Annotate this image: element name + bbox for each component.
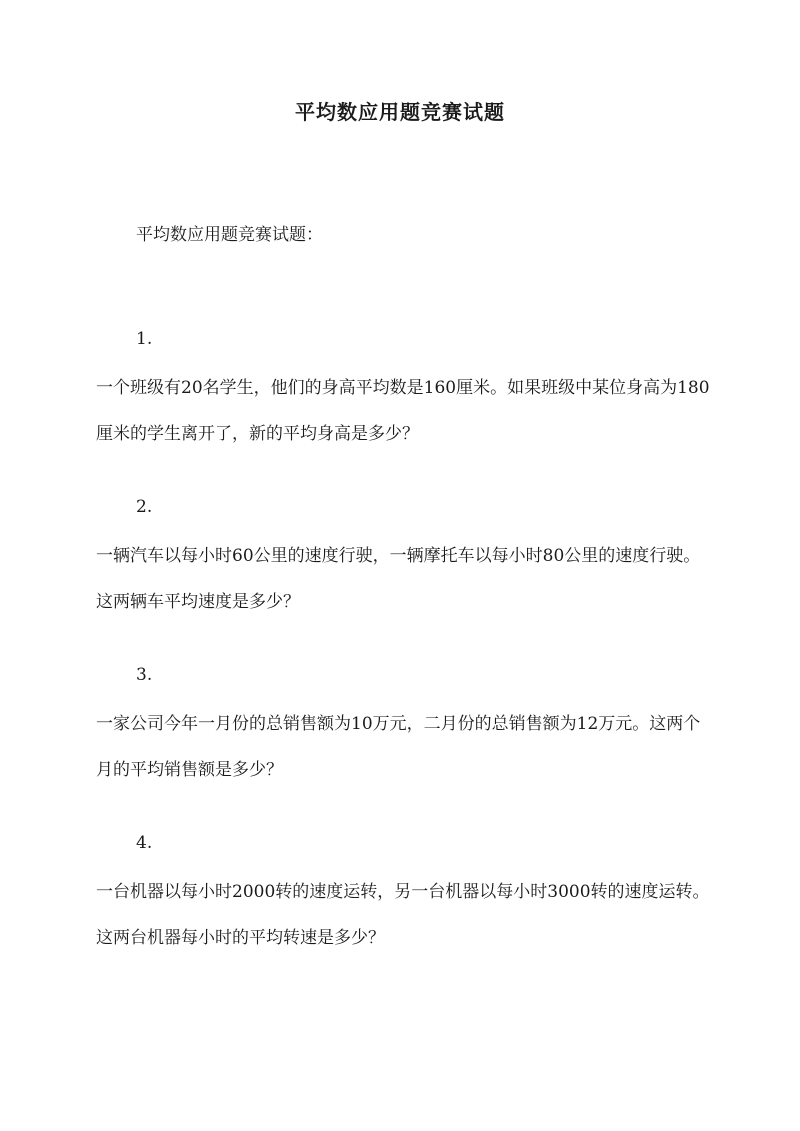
- question-number: 2.: [136, 497, 153, 517]
- question-number: 3.: [136, 665, 153, 685]
- question-text: 一个班级有20名学生，他们的身高平均数是160厘米。如果班级中某位身高为180厘米的学生离开了，新的平均身高是多少？: [96, 378, 710, 444]
- question-text: 一家公司今年一月份的总销售额为10万元，二月份的总销售额为12万元。这两个月的平均销售额是多少？: [96, 714, 701, 780]
- question-text: 一台机器以每小时2000转的速度运转，另一台机器以每小时3000转的速度运转。这两台机器每小时的平均转速是多少？: [96, 882, 710, 948]
- question-4: [96, 832, 716, 961]
- question-number: 1.: [136, 329, 153, 349]
- document-title: 平均数应用题竞赛试题: [295, 100, 505, 124]
- question-list: [96, 328, 716, 1000]
- question-1: [96, 328, 716, 457]
- question-2: [96, 496, 716, 625]
- question-text: 一辆汽车以每小时60公里的速度行驶，一辆摩托车以每小时80公里的速度行驶。这两辆车平均速度是多少？: [96, 546, 701, 612]
- question-3: [96, 664, 716, 793]
- intro-line: 平均数应用题竞赛试题：: [136, 225, 323, 245]
- question-number: 4.: [136, 833, 153, 853]
